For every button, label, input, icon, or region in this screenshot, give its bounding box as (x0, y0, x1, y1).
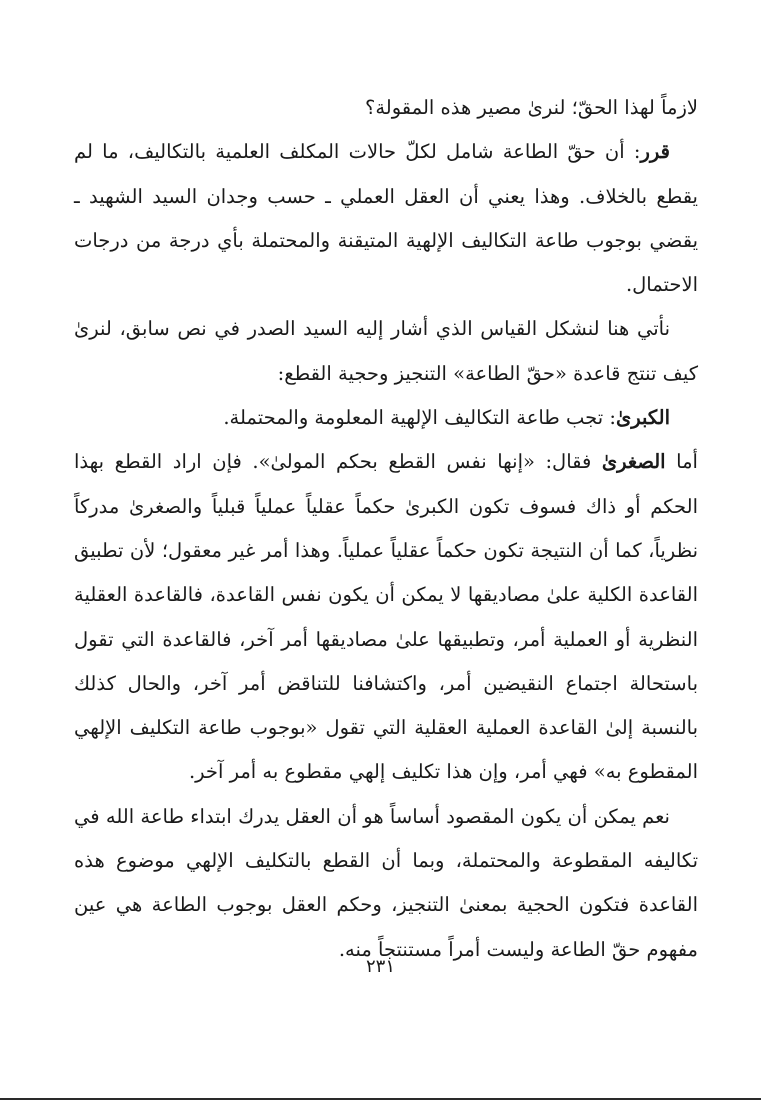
paragraph-text: نأتي هنا لنشكل القياس الذي أشار إليه السيد الصدر في نص سابق، لنرىٰ كيف تنتج قاعدة «حقّ الطاعة» التنجيز وحجية القطع: (74, 317, 698, 385)
paragraph-text: نعم يمكن أن يكون المقصود أساساً هو أن العقل يدرك ابتداء طاعة الله في تكاليفه المقطوعة والمحتملة، وبما أن القطع بالتكليف الإلهي موضوع هذه القاعدة فتكون الحجية بمعنىٰ التنجيز، وحكم العقل بوجوب الطاعة هي عين مفهوم حقّ الطاعة وليست أمراً مستنتجاً منه. (74, 804, 698, 961)
term-qarrara: قرر (640, 140, 670, 164)
paragraph-text: فقال: «إنها نفس القطع بحكم المولىٰ». فإن اراد القطع بهذا الحكم أو ذاك فسوف تكون الكبرىٰ حكماً عقلياً عملياً قبلياً والصغرىٰ مدركاً نظرياً، كما أن النتيجة تكون حكماً عقلياً عملياً. وهذا أمر غير معقول؛ لأن تطبيق القاعدة الكلية علىٰ مصاديقها لا يمكن أن يكون نفس القاعدة، فالقاعدة العقلية النظرية أو العملية أمر، وتطبيقها علىٰ مصاديقها أمر آخر، فالقاعدة التي تقول باستحالة اجتماع النقيضين أمر، واكتشافنا للتناقض أمر آخر، والحال كذلك بالنسبة إلىٰ القاعدة العملية العقلية التي تقول «بوجوب طاعة التكليف الإلهي المقطوع به» فهي أمر، وإن هذا تكليف إلهي مقطوع به أمر آخر. (74, 450, 698, 784)
paragraph-qarrara (74, 130, 698, 307)
page-body (74, 86, 698, 972)
bottom-divider (0, 1098, 761, 1100)
paragraph-continuation (74, 86, 698, 130)
page-number: ٢٣١ (365, 956, 395, 977)
paragraph-major-premise (74, 396, 698, 440)
paragraph-prefix: أما (665, 450, 698, 474)
paragraph-conclusion (74, 795, 698, 972)
term-minor-premise: الصغرىٰ (601, 450, 666, 474)
paragraph-minor-premise (74, 440, 698, 794)
paragraph-text: لازماً لهذا الحقّ؛ لنرىٰ مصير هذه المقولة؟ (364, 96, 698, 119)
term-major-premise: الكبرىٰ (615, 406, 670, 430)
paragraph-text: : أن حقّ الطاعة شامل لكلّ حالات المكلف العلمية بالتكاليف، ما لم يقطع بالخلاف. وهذا يعني أن العقل العملي ـ حسب وجدان السيد الشهيد ـ يقضي بوجوب طاعة التكاليف الإلهية المتيقنة والمحتملة بأي درجة من درجات الاحتمال. (74, 140, 698, 297)
paragraph-syllogism-intro (74, 307, 698, 396)
paragraph-text: : تجب طاعة التكاليف الإلهية المعلومة والمحتملة. (223, 406, 616, 430)
